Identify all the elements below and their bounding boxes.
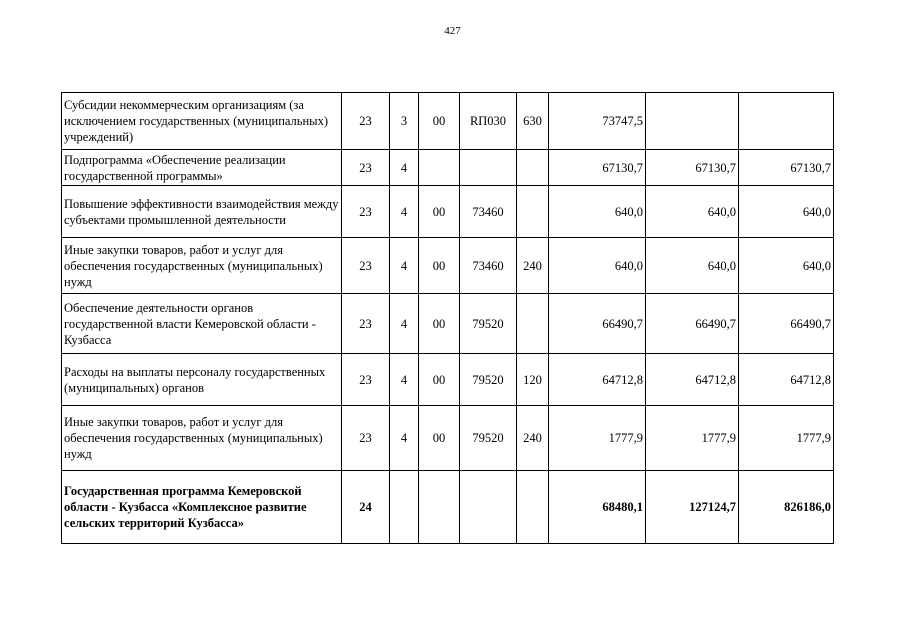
cell-amount-3: 67130,7 (739, 150, 834, 186)
cell-expense-code: 79520 (460, 294, 517, 354)
cell-subprogram: 4 (390, 186, 419, 238)
cell-expense-type (517, 294, 549, 354)
cell-name: Повышение эффективности взаимодействия между субъектами промышленной деятельности (62, 186, 342, 238)
cell-expense-code: 79520 (460, 354, 517, 406)
cell-subprogram (390, 471, 419, 544)
cell-expense-code: RП030 (460, 93, 517, 150)
cell-amount-2: 64712,8 (646, 354, 739, 406)
cell-amount-1: 67130,7 (549, 150, 646, 186)
cell-program: 23 (342, 93, 390, 150)
cell-expense-type (517, 471, 549, 544)
cell-amount-2: 640,0 (646, 238, 739, 294)
cell-amount-1: 68480,1 (549, 471, 646, 544)
cell-program: 23 (342, 354, 390, 406)
cell-amount-2: 127124,7 (646, 471, 739, 544)
cell-name: Субсидии некоммерческим организациям (за исключением государственных (муниципальных) учреждений) (62, 93, 342, 150)
cell-subprogram: 4 (390, 354, 419, 406)
cell-program: 24 (342, 471, 390, 544)
cell-direction: 00 (419, 354, 460, 406)
table-row (62, 150, 834, 186)
page-number: 427 (444, 25, 461, 37)
cell-amount-1: 64712,8 (549, 354, 646, 406)
cell-program: 23 (342, 150, 390, 186)
cell-expense-type (517, 186, 549, 238)
cell-expense-code: 73460 (460, 238, 517, 294)
cell-expense-type: 630 (517, 93, 549, 150)
cell-direction: 00 (419, 238, 460, 294)
cell-subprogram: 4 (390, 406, 419, 471)
cell-amount-1: 73747,5 (549, 93, 646, 150)
cell-name: Государственная программа Кемеровской области - Кузбасса «Комплексное развитие сельских территорий Кузбасса» (62, 471, 342, 544)
cell-amount-2: 640,0 (646, 186, 739, 238)
cell-name: Подпрограмма «Обеспечение реализации государственной программы» (62, 150, 342, 186)
cell-direction: 00 (419, 186, 460, 238)
cell-amount-1: 1777,9 (549, 406, 646, 471)
cell-amount-3: 640,0 (739, 186, 834, 238)
cell-subprogram: 3 (390, 93, 419, 150)
cell-direction: 00 (419, 93, 460, 150)
cell-name: Расходы на выплаты персоналу государственных (муниципальных) органов (62, 354, 342, 406)
cell-direction (419, 471, 460, 544)
cell-name: Иные закупки товаров, работ и услуг для обеспечения государственных (муниципальных) нужд (62, 406, 342, 471)
table-row (62, 238, 834, 294)
table-row (62, 471, 834, 544)
cell-expense-code: 73460 (460, 186, 517, 238)
cell-amount-3: 66490,7 (739, 294, 834, 354)
cell-expense-type: 120 (517, 354, 549, 406)
cell-subprogram: 4 (390, 150, 419, 186)
table-row (62, 93, 834, 150)
cell-direction: 00 (419, 294, 460, 354)
table-row (62, 354, 834, 406)
budget-table (61, 92, 834, 544)
cell-subprogram: 4 (390, 294, 419, 354)
cell-direction: 00 (419, 406, 460, 471)
cell-program: 23 (342, 294, 390, 354)
cell-amount-1: 640,0 (549, 186, 646, 238)
cell-amount-3: 1777,9 (739, 406, 834, 471)
cell-direction (419, 150, 460, 186)
cell-expense-code (460, 150, 517, 186)
table-row (62, 294, 834, 354)
cell-amount-3: 640,0 (739, 238, 834, 294)
cell-subprogram: 4 (390, 238, 419, 294)
cell-program: 23 (342, 186, 390, 238)
table-row (62, 406, 834, 471)
cell-amount-2: 67130,7 (646, 150, 739, 186)
cell-expense-code (460, 471, 517, 544)
cell-amount-3: 64712,8 (739, 354, 834, 406)
table-row (62, 186, 834, 238)
cell-amount-2: 66490,7 (646, 294, 739, 354)
cell-name: Иные закупки товаров, работ и услуг для обеспечения государственных (муниципальных) нужд (62, 238, 342, 294)
cell-expense-type: 240 (517, 406, 549, 471)
cell-amount-1: 66490,7 (549, 294, 646, 354)
cell-amount-3: 826186,0 (739, 471, 834, 544)
cell-amount-3 (739, 93, 834, 150)
cell-program: 23 (342, 406, 390, 471)
cell-amount-1: 640,0 (549, 238, 646, 294)
table-body (62, 93, 834, 544)
cell-amount-2: 1777,9 (646, 406, 739, 471)
cell-amount-2 (646, 93, 739, 150)
cell-expense-type (517, 150, 549, 186)
cell-expense-type: 240 (517, 238, 549, 294)
cell-name: Обеспечение деятельности органов государственной власти Кемеровской области - Кузбасса (62, 294, 342, 354)
cell-expense-code: 79520 (460, 406, 517, 471)
cell-program: 23 (342, 238, 390, 294)
